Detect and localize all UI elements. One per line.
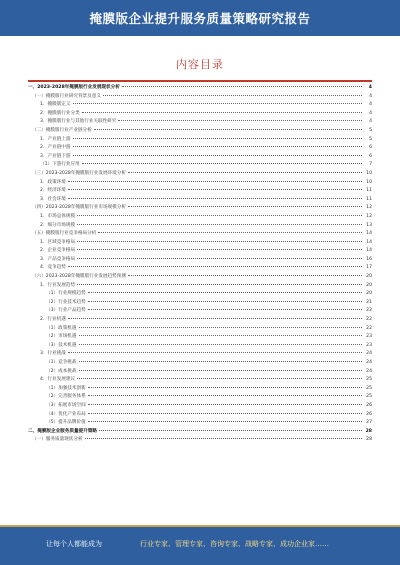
toc-leader-dots	[122, 86, 362, 87]
toc-leader-dots	[79, 361, 363, 362]
toc-leader-dots	[82, 112, 362, 113]
toc-entry[interactable]	[28, 118, 372, 127]
toc-entry[interactable]	[28, 144, 372, 153]
toc-page-number: 25	[366, 385, 372, 391]
toc-page-number: 27	[366, 420, 372, 426]
toc-entry-title: （4）优化产业布局	[46, 411, 86, 417]
toc-page-number: 4	[369, 102, 372, 108]
toc-entry-title: 2．企业竞争格局	[40, 248, 76, 254]
toc-leader-dots	[88, 404, 362, 405]
toc-entry-title: （3）技术机遇	[46, 342, 77, 348]
toc-entry[interactable]	[28, 350, 372, 359]
toc-entry-title: （六）2023-2028年掩膜版行业发展趋势预测	[32, 274, 126, 280]
toc-leader-dots	[128, 172, 362, 173]
toc-entry[interactable]	[28, 385, 372, 394]
toc-leader-dots	[73, 103, 363, 104]
toc-entry-title: 2．行业机遇	[40, 317, 66, 323]
toc-leader-dots	[68, 352, 362, 353]
toc-leader-dots	[73, 146, 363, 147]
toc-page-number: 5	[369, 127, 372, 133]
toc-entry-title: 1．政策环境	[40, 179, 66, 185]
toc-entry-title: 3．产业链下游	[40, 153, 71, 159]
toc-entry[interactable]	[28, 290, 372, 299]
table-of-contents	[28, 84, 372, 522]
toc-leader-dots	[77, 258, 362, 259]
toc-entry-title: 二、掩膜版企业服务质量提升策略	[28, 428, 97, 434]
toc-leader-dots	[88, 301, 362, 302]
toc-entry-title: 1．行业发展趋势	[40, 282, 76, 288]
toc-entry[interactable]	[28, 282, 372, 291]
toc-page-number: 26	[366, 411, 372, 417]
toc-page-number: 24	[366, 368, 372, 374]
toc-entry[interactable]	[28, 170, 372, 179]
footer-banner	[0, 525, 400, 565]
toc-entry[interactable]	[28, 428, 372, 437]
toc-page-number: 10	[366, 170, 372, 176]
toc-entry-title: （2）行业技术趋势	[46, 299, 86, 305]
toc-page-number: 4	[369, 93, 372, 99]
toc-entry-title: 3．行业挑战	[40, 351, 66, 357]
toc-entry-title: 一、2023-2028年掩膜版行业发展现状分析	[28, 85, 120, 90]
toc-entry[interactable]	[28, 93, 372, 102]
toc-leader-dots	[77, 215, 362, 216]
toc-entry[interactable]	[28, 110, 372, 119]
toc-leader-dots	[128, 275, 362, 276]
footer-divider	[0, 525, 400, 527]
toc-page-number: 23	[366, 334, 372, 340]
toc-entry-title: 2．产业链中游	[40, 145, 71, 151]
toc-page-number: 20	[366, 291, 372, 297]
toc-leader-dots	[88, 387, 362, 388]
toc-leader-dots	[77, 249, 362, 250]
toc-entry[interactable]	[28, 333, 372, 342]
toc-entry-title: 3．产品竞争格局	[40, 256, 76, 262]
toc-page-number: 20	[366, 274, 372, 280]
toc-page-number: 14	[366, 231, 372, 237]
toc-page-number: 5	[369, 136, 372, 142]
toc-entry-title: 1．市场总体规模	[40, 213, 76, 219]
toc-entry[interactable]	[28, 101, 372, 110]
toc-leader-dots	[68, 318, 362, 319]
toc-entry[interactable]	[28, 316, 372, 325]
toc-entry[interactable]	[28, 419, 372, 428]
toc-page-number: 12	[366, 205, 372, 211]
toc-entry-title: （2）成本挑战	[46, 368, 77, 374]
toc-entry-title: （1）下游行业应用	[40, 162, 80, 168]
toc-page-number: 4	[368, 85, 372, 90]
toc-entry[interactable]	[28, 393, 372, 402]
toc-page-number: 14	[366, 248, 372, 254]
toc-entry[interactable]	[28, 299, 372, 308]
report-title: 掩膜版企业提升服务质量策略研究报告	[89, 11, 311, 26]
toc-entry-title: （五）掩膜版行业竞争格局分析	[32, 231, 97, 237]
toc-page-number: 4	[369, 119, 372, 125]
toc-entry-title: （1）竞争挑战	[46, 360, 77, 365]
toc-leader-dots	[128, 206, 362, 207]
toc-entry[interactable]	[28, 222, 372, 231]
toc-entry-title: （三）2023-2028年掩膜版行业发展环境分析	[32, 170, 126, 176]
toc-leader-dots	[68, 189, 362, 190]
toc-entry-title: （一）服务质量现状分析	[32, 437, 83, 443]
toc-entry-title: （2）完善服务体系	[46, 394, 86, 400]
toc-entry-title: （5）提升品牌价值	[46, 420, 86, 426]
toc-entry-title: （1）行业规模趋势	[46, 291, 86, 297]
toc-page-number: 4	[369, 110, 372, 116]
toc-entry-title: （1）加强技术创新	[46, 385, 86, 391]
toc-leader-dots	[77, 224, 362, 225]
toc-page-number: 22	[366, 325, 372, 331]
toc-leader-dots	[79, 335, 363, 336]
toc-entry[interactable]	[28, 247, 372, 256]
toc-entry[interactable]	[28, 273, 372, 282]
toc-leader-dots	[88, 292, 362, 293]
toc-entry-title: （3）行业产品趋势	[46, 308, 86, 314]
toc-leader-dots	[79, 327, 363, 328]
toc-page-number: 21	[366, 299, 372, 305]
toc-entry[interactable]	[28, 368, 372, 377]
toc-page-number: 20	[366, 282, 372, 288]
toc-entry-title: （1）政策机遇	[46, 325, 77, 331]
toc-page-number: 24	[366, 360, 372, 365]
toc-page-number: 26	[366, 402, 372, 408]
toc-entry[interactable]	[28, 187, 372, 196]
toc-entry[interactable]	[28, 153, 372, 162]
toc-entry-title: 2．经济环境	[40, 188, 66, 194]
toc-leader-dots	[68, 198, 362, 199]
toc-entry-title: （2）市场机遇	[46, 334, 77, 340]
toc-entry[interactable]	[28, 161, 372, 170]
heading-divider	[28, 80, 372, 82]
toc-page-number: 11	[366, 196, 372, 202]
toc-entry-title: 2．细分市场规模	[40, 222, 76, 228]
toc-page-number: 12	[366, 213, 372, 219]
toc-leader-dots	[88, 413, 362, 414]
toc-page-number: 25	[366, 394, 372, 400]
toc-leader-dots	[85, 438, 362, 439]
toc-entry[interactable]	[28, 342, 372, 351]
toc-entry-title: （3）拓展市场空间	[46, 402, 86, 408]
toc-entry[interactable]	[28, 84, 372, 93]
toc-entry[interactable]	[28, 376, 372, 385]
toc-page-number: 13	[366, 222, 372, 228]
toc-leader-dots	[68, 266, 362, 267]
toc-page-number: 28	[365, 428, 372, 434]
toc-page-number: 6	[369, 145, 372, 151]
toc-entry[interactable]	[28, 256, 372, 265]
toc-entry[interactable]	[28, 264, 372, 273]
toc-entry[interactable]	[28, 239, 372, 248]
toc-leader-dots	[88, 309, 362, 310]
toc-entry-title: 1．掩膜版定义	[40, 102, 71, 108]
toc-entry-title: 2．掩膜版行业分类	[40, 110, 80, 116]
toc-page-number: 24	[366, 351, 372, 357]
toc-leader-dots	[103, 95, 362, 96]
toc-entry[interactable]	[28, 196, 372, 205]
toc-page-number: 11	[366, 188, 372, 194]
toc-leader-dots	[77, 241, 362, 242]
toc-page-number: 22	[366, 317, 372, 323]
toc-page-number: 28	[366, 437, 372, 443]
toc-entry[interactable]	[28, 411, 372, 420]
footer-tagline: 行业专家、管理专家、咨询专家、战略专家、成功企业家……	[140, 540, 329, 548]
toc-leader-dots	[82, 163, 362, 164]
toc-entry-title: 1．区域竞争格局	[40, 239, 76, 245]
toc-entry[interactable]	[28, 136, 372, 145]
toc-leader-dots	[68, 181, 362, 182]
toc-page-number: 10	[366, 179, 372, 185]
toc-leader-dots	[88, 421, 362, 422]
toc-leader-dots	[118, 120, 362, 121]
toc-entry[interactable]	[28, 179, 372, 188]
toc-page-number: 14	[366, 239, 372, 245]
toc-entry-title: 1．产业链上游	[40, 136, 71, 142]
toc-entry[interactable]	[28, 230, 372, 239]
toc-entry[interactable]	[28, 402, 372, 411]
toc-entry[interactable]	[28, 307, 372, 316]
toc-page-number: 23	[366, 342, 372, 348]
toc-leader-dots	[94, 129, 362, 130]
toc-page-number: 17	[366, 265, 372, 271]
toc-entry-title: 3．掩膜版行业与其他行业关联性研究	[40, 119, 117, 125]
toc-leader-dots	[99, 430, 362, 431]
toc-entry-title: （二）掩膜版行业产业链分析	[32, 127, 92, 133]
toc-entry-title: 4．行业发展建议	[40, 377, 76, 383]
toc-page-number: 22	[366, 308, 372, 314]
header-banner	[0, 0, 400, 36]
toc-entry-title: 3．社会环境	[40, 196, 66, 202]
toc-entry-title: （四）2023-2028年掩膜版行业市场规模分析	[32, 205, 126, 211]
toc-page-number: 25	[366, 377, 372, 383]
toc-entry[interactable]	[28, 127, 372, 136]
toc-leader-dots	[88, 395, 362, 396]
toc-heading: 内容目录	[176, 58, 224, 71]
toc-leader-dots	[79, 370, 363, 371]
toc-leader-dots	[77, 378, 362, 379]
toc-entry[interactable]	[28, 325, 372, 334]
toc-entry[interactable]	[28, 213, 372, 222]
toc-leader-dots	[79, 344, 363, 345]
footer-slogan: 让每个人都能成为	[46, 540, 102, 548]
toc-page-number: 7	[369, 162, 372, 168]
toc-page-number: 6	[369, 153, 372, 159]
toc-leader-dots	[98, 232, 362, 233]
toc-leader-dots	[73, 138, 363, 139]
toc-entry-title: （一）掩膜版行业研究背景及意义	[32, 93, 101, 99]
toc-page-number: 16	[366, 256, 372, 262]
toc-entry[interactable]	[28, 436, 372, 445]
toc-entry[interactable]	[28, 359, 372, 368]
toc-entry-title: 4．竞争趋势	[40, 265, 66, 271]
toc-leader-dots	[77, 284, 362, 285]
toc-leader-dots	[73, 155, 363, 156]
toc-entry[interactable]	[28, 204, 372, 213]
